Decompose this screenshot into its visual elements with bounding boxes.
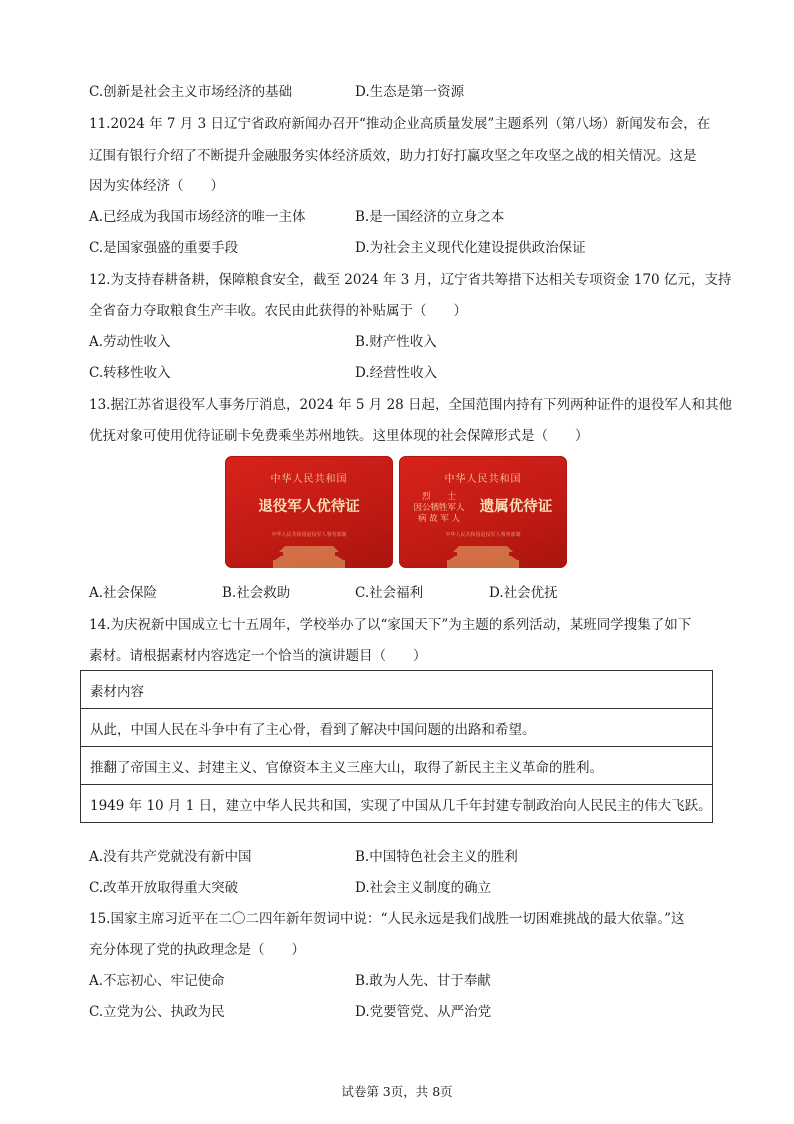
table-cell: 推翻了帝国主义、封建主义、官僚资本主义三座大山，取得了新民主主义革命的胜利。: [81, 747, 713, 785]
q13-stem-line-1: 13.据江苏省退役军人事务厅消息，2024 年 5 月 28 日起，全国范围内持有下列两种证件的退役军人和其他: [89, 397, 733, 413]
q11-option-d: D.为社会主义现代化建设提供政治保证: [355, 240, 586, 256]
q13-option-c: C.社会福利: [355, 585, 424, 601]
q15-option-c: C.立党为公、执政为民: [89, 1004, 225, 1020]
q11-option-b: B.是一国经济的立身之本: [355, 209, 505, 225]
table-header: 素材内容: [81, 671, 713, 709]
q14-stem-line-1: 14.为庆祝新中国成立七十五周年，学校举办了以“家国天下”为主题的系列活动，某班同学搜集了如下: [89, 617, 692, 633]
q10-option-c: C.创新是社会主义市场经济的基础: [89, 84, 293, 100]
q12-stem-line-2: 全省奋力夺取粮食生产丰收。农民由此获得的补贴属于（ ）: [89, 303, 467, 319]
q14-stem-line-2: 素材。请根据素材内容选定一个恰当的演讲题目（ ）: [89, 648, 427, 664]
q13-stem-line-2: 优抚对象可使用优待证刷卡免费乘坐苏州地铁。这里体现的社会保障形式是（ ）: [89, 428, 589, 444]
q14-option-b: B.中国特色社会主义的胜利: [355, 849, 518, 865]
q11-option-a: A.已经成为我国市场经济的唯一主体: [89, 209, 306, 225]
survivor-card-image: [399, 456, 567, 568]
q14-option-a: A.没有共产党就没有新中国: [89, 849, 252, 865]
q12-option-a: A.劳动性收入: [89, 334, 171, 350]
q11-option-c: C.是国家强盛的重要手段: [89, 240, 239, 256]
card1-issuer: 中华人民共和国退役军人事务部制: [271, 532, 347, 538]
q11-stem-line-1: 11.2024 年 7 月 3 日辽宁省政府新闻办召开“推动企业高质量发展”主题系列（第八场）新闻发布会，在: [89, 116, 711, 132]
card1-title: 退役军人优待证: [258, 499, 360, 515]
table-row: [81, 785, 713, 823]
q12-option-c: C.转移性收入: [89, 365, 171, 381]
q15-stem-line-1: 15.国家主席习近平在二〇二四年新年贺词中说：“人民永远是我们战胜一切困难挑战的最大依靠。”这: [89, 911, 685, 927]
table-cell: 从此，中国人民在斗争中有了主心骨，看到了解决中国问题的出路和希望。: [81, 709, 713, 747]
card2-side-1: 烈 士: [421, 492, 456, 502]
table-row: [81, 747, 713, 785]
q15-stem-line-2: 充分体现了党的执政理念是（ ）: [89, 942, 305, 958]
q11-stem-line-2: 辽围有银行介绍了不断提升金融服务实体经济质效，助力打好打赢攻坚之年攻坚之战的相关情况。这是: [89, 148, 697, 164]
card2-title: 遗属优待证: [479, 499, 553, 515]
q12-option-b: B.财产性收入: [355, 334, 437, 350]
card2-issuer: 中华人民共和国退役军人事务部制: [445, 532, 521, 538]
page-footer: 试卷第 3页，共 8页: [341, 1084, 453, 1099]
q13-option-a: A.社会保险: [89, 585, 158, 601]
q15-option-a: A.不忘初心、牢记使命: [89, 973, 225, 989]
q12-stem-line-1: 12.为支持春耕备耕，保障粮食安全，截至 2024 年 3 月，辽宁省共筹措下达相关专项资金 170 亿元，支持: [89, 272, 732, 288]
veteran-card-image: [225, 456, 393, 568]
tiananmen-icon: [443, 542, 523, 568]
q14-option-d: D.社会主义制度的确立: [355, 880, 492, 896]
table-cell: 1949 年 10 月 1 日，建立中华人民共和国，实现了中国从几千年封建专制政治向人民民主的伟大飞跃。: [81, 785, 713, 823]
card2-side-3: 病 故 军 人: [417, 514, 461, 524]
material-table: [80, 670, 713, 823]
table-row: [81, 671, 713, 709]
card1-country: 中华人民共和国: [270, 474, 348, 485]
q13-option-d: D.社会优抚: [489, 585, 558, 601]
q13-option-b: B.社会救助: [222, 585, 291, 601]
q10-option-d: D.生态是第一资源: [355, 84, 465, 100]
card2-side-2: 因公牺牲军人: [413, 503, 465, 513]
q15-option-b: B.敢为人先、甘于奉献: [355, 973, 491, 989]
card2-country: 中华人民共和国: [444, 474, 522, 485]
q12-option-d: D.经营性收入: [355, 365, 438, 381]
q15-option-d: D.党要管党、从严治党: [355, 1004, 492, 1020]
table-row: [81, 709, 713, 747]
tiananmen-icon: [269, 542, 349, 568]
q14-option-c: C.改革开放取得重大突破: [89, 880, 239, 896]
q11-stem-line-3: 因为实体经济（ ）: [89, 178, 224, 194]
